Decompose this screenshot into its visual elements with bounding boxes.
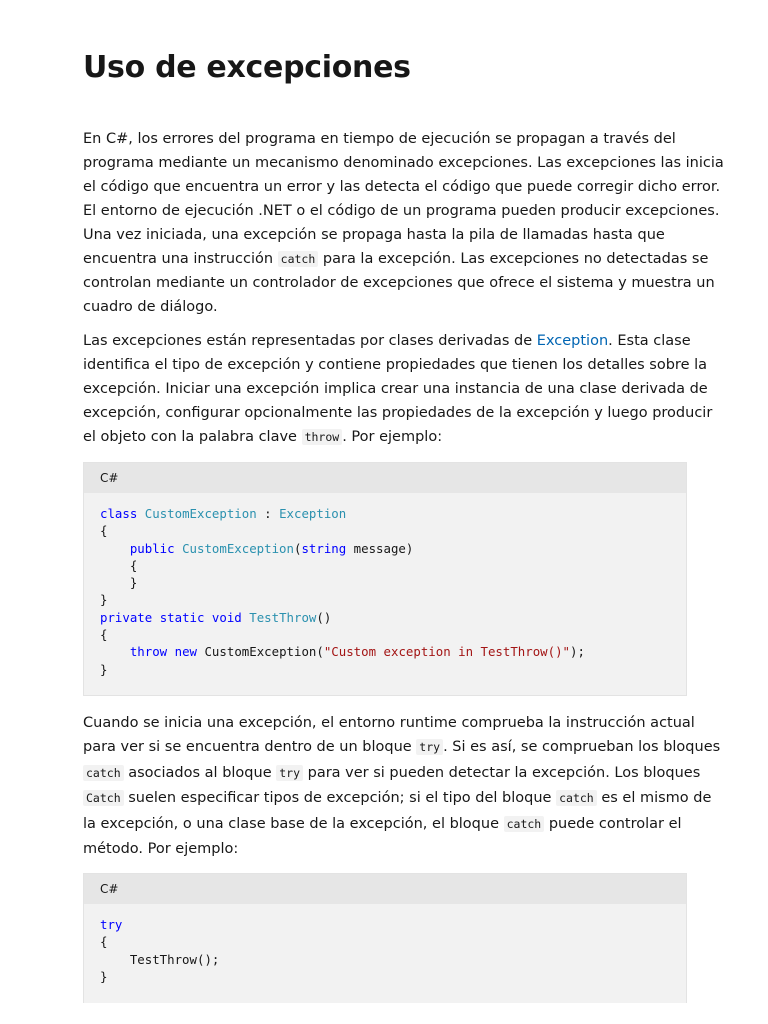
page-title: Uso de excepciones (83, 50, 411, 85)
text-span: asociados al bloque (123, 764, 277, 781)
text-span: la excepción, o una clase base de la excepción, el bloque (83, 815, 504, 832)
code-block[interactable] (83, 462, 687, 696)
text-span: para ver si se encuentra dentro de un bloque (83, 739, 417, 755)
text-line: cuadro de diálogo. (83, 299, 218, 315)
text-line: identifica el tipo de excepción y contiene propiedades que tienen los detalles sobre la (83, 357, 708, 373)
text-span: . Si es así, se comprueban los bloques (443, 739, 721, 755)
inline-code-throw: throw (302, 429, 343, 445)
text-line (83, 735, 721, 761)
inline-code-catch: catch (504, 816, 545, 832)
text-line (83, 329, 691, 353)
paragraph-catch-blocks (83, 711, 721, 861)
code-block[interactable] (83, 873, 687, 1003)
inline-code-catch: catch (556, 790, 597, 806)
text-span: es el mismo de (596, 790, 712, 806)
exception-link[interactable]: Exception (536, 333, 609, 349)
paragraph-exception-classes (83, 329, 713, 449)
text-span: para la excepción. Las excepciones no detectadas se (318, 251, 709, 267)
text-line: programa mediante un mecanismo denominado excepciones. Las excepciones las inicia (83, 155, 724, 171)
inline-code-catch: catch (83, 765, 124, 781)
inline-code-catch-capital: Catch (83, 790, 124, 806)
code-content: try { TestThrow(); } (100, 917, 220, 984)
text-line (83, 425, 687, 449)
inline-code-try: try (276, 765, 303, 781)
text-line: El entorno de ejecución .NET o el código de un programa pueden producir excepciones. (83, 203, 720, 219)
code-language-label: C# (84, 874, 686, 904)
inline-code-try: try (416, 739, 443, 755)
text-line: método. Por ejemplo: (83, 841, 239, 857)
text-line (83, 247, 709, 271)
text-line: Cuando se inicia una excepción, el entorno runtime comprueba la instrucción actual (83, 715, 695, 731)
text-line: Una vez iniciada, una excepción se propaga hasta la pila de llamadas hasta que (83, 227, 665, 243)
text-span: Las excepciones están representadas por clases derivadas de (83, 333, 537, 349)
code-language-label: C# (84, 463, 686, 493)
text-line (83, 786, 712, 812)
text-span: encuentra una instrucción (83, 251, 278, 267)
text-line: el código que encuentra un error y las detecta el código que puede corregir dicho error. (83, 179, 721, 195)
text-span: puede controlar el (544, 815, 682, 832)
text-line: controlan mediante un controlador de excepciones que ofrece el sistema y muestra un (83, 275, 715, 291)
code-content: class CustomException : Exception { public CustomException(string message) { } } private static void TestThrow() { throw new CustomException("Custom exception in TestThrow()"); } (100, 506, 585, 677)
text-span: suelen especificar tipos de excepción; si el tipo del bloque (123, 790, 557, 806)
text-line: excepción, configurar opcionalmente las propiedades de la excepción y luego producir (83, 405, 713, 421)
paragraph-intro (83, 127, 724, 319)
text-span: para ver si pueden detectar la excepción. Los bloques (303, 764, 701, 781)
text-line: En C#, los errores del programa en tiempo de ejecución se propagan a través del (83, 131, 676, 147)
text-span: . Esta clase (608, 333, 691, 349)
inline-code-catch: catch (278, 251, 319, 267)
text-span: el objeto con la palabra clave (83, 429, 302, 445)
text-line: excepción. Iniciar una excepción implica crear una instancia de una clase derivada de (83, 381, 708, 397)
text-span: . Por ejemplo: (342, 429, 443, 445)
text-line (83, 812, 687, 838)
text-line (83, 761, 701, 787)
